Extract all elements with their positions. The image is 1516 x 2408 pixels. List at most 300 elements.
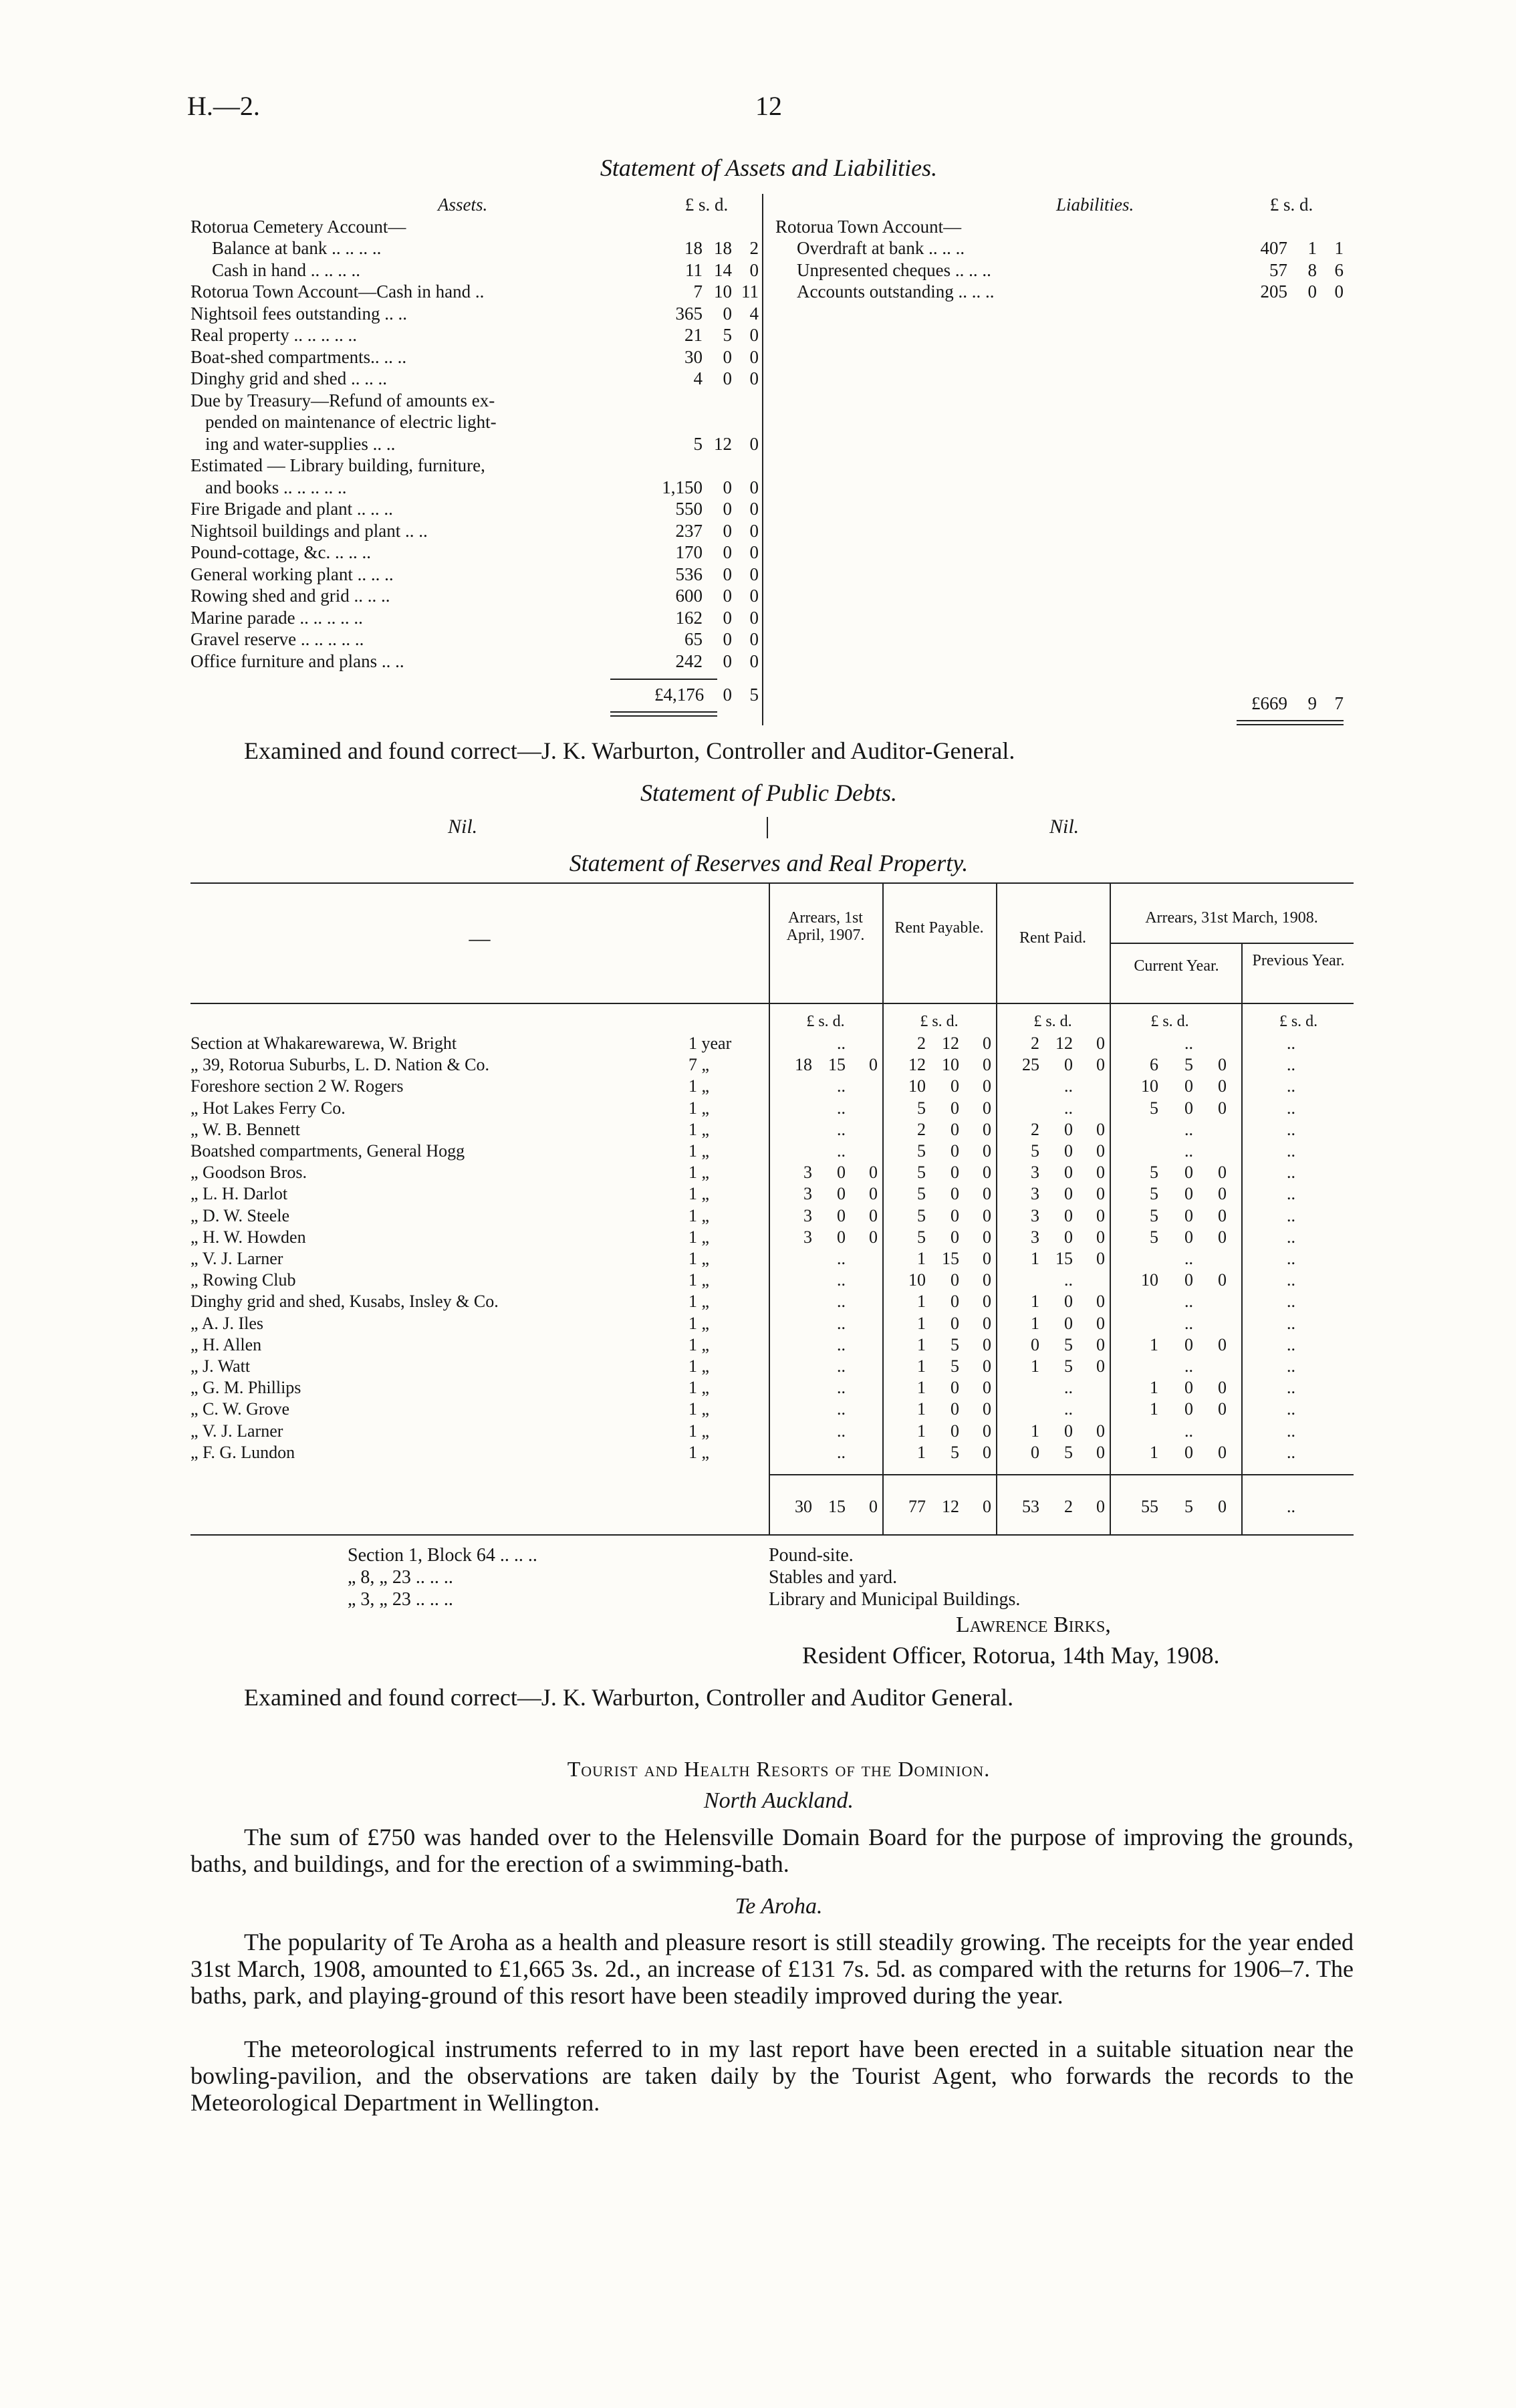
- reserve-row: [191, 1442, 1354, 1463]
- arrears-1907-cell-shillings: ..: [837, 1249, 846, 1268]
- rent-paid-cell-pence: [1073, 1399, 1105, 1420]
- rent-paid-cell-pounds: [999, 1270, 1039, 1291]
- reserve-row: [191, 1162, 1354, 1183]
- previous-year-header: Previous Year.: [1252, 952, 1345, 969]
- current-year-cell-shillings: ..: [1184, 1034, 1193, 1053]
- rent-paid-cell: [999, 1183, 1105, 1205]
- assets-pounds: 4: [693, 368, 703, 388]
- arrears-1907-total-pounds: 30: [795, 1497, 812, 1516]
- assets-total-double-rule-2: [610, 715, 717, 717]
- north-auckland-heading: North Auckland.: [703, 1788, 854, 1813]
- current-year-cell: [1113, 1098, 1227, 1119]
- assets-label: Rotorua Town Account—Cash in hand ..: [191, 281, 485, 302]
- assets-shillings: 0: [723, 520, 732, 541]
- current-year-cell-pounds: 1: [1150, 1442, 1158, 1462]
- rent-paid-cell-shillings: 0: [1064, 1421, 1073, 1441]
- rent-paid-cell-shillings: 0: [1064, 1141, 1073, 1161]
- arrears-1907-cell-shillings: ..: [837, 1399, 846, 1419]
- current-year-total-pounds: 55: [1141, 1497, 1158, 1516]
- reserve-row: [191, 1313, 1354, 1334]
- assets-pence: 0: [749, 433, 759, 454]
- assets-total-row: [191, 684, 759, 706]
- arrears-1907-cell-pounds: 3: [803, 1205, 812, 1225]
- lsd-header-current: £ s. d.: [1150, 1013, 1189, 1030]
- assets-label: and books .. .. .. .. ..: [205, 477, 347, 497]
- liabilities-total-pounds: £669: [1251, 693, 1287, 713]
- rent-payable-cell-pounds: 5: [917, 1205, 926, 1225]
- rent-payable-cell-shillings: 0: [951, 1119, 959, 1139]
- current-year-cell-shillings: 0: [1184, 1163, 1193, 1183]
- current-year-cell-pounds: 1: [1150, 1334, 1158, 1354]
- assets-pence: 0: [749, 520, 759, 541]
- reserve-row: [191, 1119, 1354, 1140]
- reserve-totals-row: [191, 1496, 1354, 1518]
- arrears-1907-cell-shillings: ..: [837, 1141, 846, 1161]
- rent-paid-total-shillings: 2: [1064, 1497, 1073, 1516]
- rent-payable-cell: [886, 1076, 991, 1097]
- reserve-term: 1 „: [688, 1205, 710, 1225]
- reserve-name: „ 39, Rotorua Suburbs, L. D. Nation & Co.: [191, 1055, 490, 1075]
- current-year-cell-shillings: 0: [1184, 1270, 1193, 1290]
- arrears-1907-cell-shillings: 0: [837, 1184, 846, 1204]
- reserve-term: 1 „: [688, 1141, 710, 1161]
- reserve-row: [191, 1377, 1354, 1399]
- te-aroha-paragraph-1: The popularity of Te Aroha as a health and pleasure resort is still steadily growing. The receipts for the year ended 31st March, 1908, amounted to £1,665 3s. 2d., an increase of £131 7s. 5d. as compared with the returns for 1906–7. The baths, park, and playing-ground of this resort have been steadily improved during the year.: [191, 1929, 1354, 2009]
- reserve-name: „ A. J. Iles: [191, 1313, 264, 1333]
- rent-paid-cell-pence: 0: [1096, 1034, 1105, 1053]
- liabilities-label: Rotorua Town Account—: [775, 216, 962, 237]
- rent-paid-cell-shillings: 0: [1064, 1184, 1073, 1204]
- assets-pounds: 21: [684, 325, 703, 345]
- current-year-cell-shillings: 0: [1184, 1399, 1193, 1419]
- assets-pounds: 30: [684, 346, 703, 367]
- assets-row: [191, 390, 759, 412]
- arrears-1907-cell-shillings: ..: [837, 1334, 846, 1354]
- rent-payable-cell-pounds: 1: [917, 1399, 926, 1419]
- reserve-row: [191, 1399, 1354, 1420]
- current-year-cell-pence: [1193, 1248, 1227, 1270]
- assets-shillings: 0: [723, 542, 732, 562]
- assets-row: [191, 455, 759, 477]
- rent-payable-cell-pence: 0: [983, 1098, 991, 1118]
- assets-label: Due by Treasury—Refund of amounts ex-: [191, 390, 495, 410]
- section-label: „ 3, „ 23 .. .. ..: [348, 1589, 453, 1610]
- previous-year-cell: ..: [1287, 1055, 1295, 1075]
- rent-paid-total-pence: 0: [1096, 1497, 1105, 1516]
- liabilities-row: [775, 216, 1344, 238]
- public-debts-title: Statement of Public Debts.: [640, 779, 897, 806]
- rent-payable-cell: [886, 1421, 991, 1442]
- arrears-1907-cell: [772, 1291, 878, 1312]
- rent-paid-cell-pounds: 1: [1031, 1356, 1039, 1376]
- rent-paid-cell-pence: 0: [1096, 1334, 1105, 1354]
- arrears-1907-cell: [772, 1140, 878, 1162]
- liabilities-currency-heading: £ s. d.: [1269, 195, 1313, 215]
- rent-paid-cell: [999, 1291, 1105, 1312]
- rent-payable-cell-pence: 0: [983, 1055, 991, 1075]
- reserve-name: „ V. J. Larner: [191, 1421, 283, 1441]
- liabilities-list: [775, 216, 1344, 303]
- rent-paid-cell-pounds: 2: [1031, 1119, 1039, 1139]
- liabilities-total-double-rule-1: [1237, 720, 1344, 721]
- current-year-cell: [1113, 1205, 1227, 1227]
- liabilities-total-row: [775, 693, 1344, 715]
- rent-payable-cell: [886, 1054, 991, 1076]
- arrears-1907-cell-shillings: ..: [837, 1076, 846, 1096]
- assets-row: [191, 237, 759, 259]
- rent-payable-cell: [886, 1248, 991, 1270]
- assets-label: ing and water-supplies .. ..: [205, 433, 396, 454]
- reserve-name: „ F. G. Lundon: [191, 1442, 295, 1462]
- current-year-cell: [1113, 1248, 1227, 1270]
- arrears-1907-cell: [772, 1377, 878, 1399]
- reserve-row: [191, 1205, 1354, 1227]
- previous-year-cell: ..: [1287, 1378, 1295, 1398]
- te-aroha-paragraph-2: The meteorological instruments referred to in my last report have been erected in a suitable situation near the bowling-pavilion, and the observations are taken daily by the Tourist Agent, who forwards the records to the Meteorological Department in Wellington.: [191, 2036, 1354, 2116]
- page-reference: H.—2.: [187, 91, 260, 121]
- assets-pounds: 536: [675, 564, 703, 584]
- assets-label: Rotorua Cemetery Account—: [191, 216, 406, 237]
- reserve-row: [191, 1270, 1354, 1291]
- rent-payable-cell-pence: 0: [983, 1249, 991, 1268]
- liabilities-label: Overdraft at bank .. .. ..: [797, 238, 965, 258]
- arrears-1907-cell: [772, 1442, 878, 1463]
- rent-paid-cell-pounds: 0: [1031, 1442, 1039, 1462]
- rent-paid-cell: [999, 1098, 1105, 1119]
- rent-payable-cell-shillings: 12: [942, 1034, 959, 1053]
- assets-pence: 0: [749, 542, 759, 562]
- arrears-1907-cell-pounds: [772, 1421, 812, 1442]
- assets-row: [191, 650, 759, 673]
- rent-paid-cell: [999, 1442, 1105, 1463]
- previous-year-cell: ..: [1287, 1356, 1295, 1376]
- assets-column: [191, 194, 759, 717]
- rent-payable-cell-shillings: 0: [951, 1163, 959, 1183]
- current-year-cell-shillings: ..: [1184, 1249, 1193, 1268]
- reserve-row: [191, 1140, 1354, 1162]
- assets-shillings: 0: [723, 477, 732, 497]
- current-year-cell-pounds: [1113, 1356, 1158, 1377]
- reserve-term: 7 „: [688, 1055, 710, 1075]
- rent-payable-cell: [886, 1377, 991, 1399]
- current-year-header: Current Year.: [1134, 957, 1219, 975]
- reserve-term: 1 „: [688, 1076, 710, 1096]
- rent-payable-cell-pounds: 1: [917, 1249, 926, 1268]
- current-year-total: [1113, 1496, 1227, 1518]
- rent-paid-cell-pence: 0: [1096, 1055, 1105, 1075]
- assets-label: Cash in hand .. .. .. ..: [212, 259, 360, 280]
- assets-pence: 0: [749, 650, 759, 671]
- rent-payable-cell-pence: 0: [983, 1141, 991, 1161]
- liabilities-row: [775, 281, 1344, 303]
- rent-paid-cell-pounds: 1: [1031, 1292, 1039, 1312]
- rent-payable-cell-pounds: 2: [917, 1119, 926, 1139]
- arrears-1907-cell-pounds: [772, 1356, 812, 1377]
- rent-paid-cell-pounds: 3: [1031, 1205, 1039, 1225]
- tourist-heading: Tourist and Health Resorts of the Dominion.: [567, 1757, 991, 1781]
- current-year-cell-pounds: [1113, 1291, 1158, 1312]
- rent-paid-cell-pence: [1073, 1098, 1105, 1119]
- reserve-name: „ H. Allen: [191, 1334, 262, 1354]
- arrears-1907-cell-pounds: [772, 1313, 812, 1334]
- reserve-name: „ D. W. Steele: [191, 1205, 290, 1225]
- assets-total-pence: 5: [749, 685, 759, 705]
- reserve-row: [191, 1356, 1354, 1377]
- rent-payable-cell-pounds: 2: [917, 1034, 926, 1053]
- rent-payable-header: Rent Payable.: [894, 919, 984, 937]
- rent-paid-cell-pounds: 0: [1031, 1334, 1039, 1354]
- assets-row: [191, 628, 759, 650]
- rent-paid-cell-pence: [1073, 1377, 1105, 1399]
- arrears-1907-header: Arrears, 1st April, 1907.: [786, 909, 865, 944]
- rent-payable-total-shillings: 12: [942, 1497, 959, 1516]
- assets-currency-heading: £ s. d.: [684, 195, 729, 215]
- current-year-cell-pounds: [1113, 1421, 1158, 1442]
- assets-shillings: 5: [723, 325, 732, 345]
- rent-payable-cell-pence: 0: [983, 1313, 991, 1333]
- previous-year-cell: ..: [1287, 1163, 1295, 1183]
- section-label: „ 8, „ 23 .. .. ..: [348, 1567, 453, 1588]
- arrears-1907-cell: [772, 1399, 878, 1420]
- rent-paid-cell-pence: 0: [1096, 1141, 1105, 1161]
- reserve-row: [191, 1054, 1354, 1076]
- assets-row: [191, 585, 759, 607]
- assets-row: [191, 433, 759, 455]
- assets-shillings: 14: [714, 259, 732, 280]
- arrears-1907-cell-shillings: ..: [837, 1119, 846, 1139]
- arrears-1907-cell: [772, 1356, 878, 1377]
- liabilities-total-shillings: 9: [1307, 693, 1317, 713]
- assets-shillings: 18: [714, 238, 732, 258]
- assets-pounds: 65: [684, 629, 703, 649]
- assets-label: Boat-shed compartments.. .. ..: [191, 346, 407, 367]
- current-year-cell-pounds: [1113, 1248, 1158, 1270]
- rent-paid-cell-shillings: ..: [1064, 1076, 1073, 1096]
- current-year-cell: [1113, 1270, 1227, 1291]
- rent-paid-cell-pounds: [999, 1377, 1039, 1399]
- current-year-cell-shillings: 5: [1184, 1055, 1193, 1075]
- rent-paid-cell-shillings: ..: [1064, 1270, 1073, 1290]
- arrears-1907-cell-shillings: ..: [837, 1313, 846, 1333]
- blank-header: —: [469, 926, 491, 950]
- arrears-1907-cell: [772, 1076, 878, 1097]
- current-year-cell-pence: [1193, 1291, 1227, 1312]
- rent-paid-cell: [999, 1119, 1105, 1140]
- liabilities-label: Unpresented cheques .. .. ..: [797, 259, 991, 280]
- rent-paid-cell: [999, 1421, 1105, 1442]
- previous-year-cell: ..: [1287, 1399, 1295, 1419]
- arrears-1907-cell-pounds: [772, 1140, 812, 1162]
- current-year-cell-shillings: 0: [1184, 1442, 1193, 1462]
- rent-paid-cell: [999, 1033, 1105, 1054]
- assets-pence: 2: [749, 238, 759, 258]
- assets-pounds: 7: [693, 281, 703, 302]
- rent-payable-cell-shillings: 5: [951, 1356, 959, 1376]
- reserve-row: [191, 1334, 1354, 1356]
- rent-paid-cell: [999, 1248, 1105, 1270]
- arrears-1907-cell: [772, 1227, 878, 1248]
- current-year-cell-pounds: 1: [1150, 1399, 1158, 1419]
- previous-year-total: ..: [1287, 1497, 1295, 1516]
- current-year-cell: [1113, 1227, 1227, 1248]
- rent-paid-cell: [999, 1270, 1105, 1291]
- rent-payable-cell-pence: 0: [983, 1184, 991, 1204]
- rent-payable-cell: [886, 1313, 991, 1334]
- assets-row: [191, 368, 759, 390]
- assets-label: General working plant .. .. ..: [191, 564, 394, 584]
- current-year-cell-pence: [1193, 1119, 1227, 1140]
- signature-title: Resident Officer, Rotorua, 14th May, 1908.: [802, 1642, 1220, 1669]
- current-year-cell: [1113, 1377, 1227, 1399]
- reserve-term: 1 „: [688, 1119, 710, 1139]
- signature-name: Lawrence Birks,: [956, 1612, 1111, 1637]
- previous-year-cell: ..: [1287, 1184, 1295, 1204]
- rent-paid-cell-pence: 0: [1096, 1421, 1105, 1441]
- assets-pounds: 162: [675, 607, 703, 628]
- previous-year-cell: ..: [1287, 1270, 1295, 1290]
- rent-paid-cell-pounds: [999, 1399, 1039, 1420]
- assets-pounds: 1,150: [662, 477, 703, 497]
- rent-paid-cell-pounds: 1: [1031, 1249, 1039, 1268]
- current-year-cell-shillings: ..: [1184, 1313, 1193, 1333]
- current-year-cell-pence: 0: [1218, 1205, 1227, 1225]
- section-use: Library and Municipal Buildings.: [769, 1589, 1021, 1610]
- arrears-1907-cell: [772, 1183, 878, 1205]
- arrears-1907-cell-pence: 0: [869, 1184, 878, 1204]
- assets-label: Nightsoil fees outstanding .. ..: [191, 303, 407, 324]
- reserve-term: 1 „: [688, 1399, 710, 1419]
- arrears-1907-cell-pence: [846, 1119, 878, 1140]
- rent-paid-total-pounds: 53: [1022, 1497, 1039, 1516]
- arrears-1907-cell-shillings: 0: [837, 1227, 846, 1247]
- page-number: 12: [755, 91, 782, 121]
- reserve-name: „ Hot Lakes Ferry Co.: [191, 1098, 346, 1118]
- assets-total-rule: [610, 679, 717, 680]
- rent-paid-cell-shillings: 0: [1064, 1205, 1073, 1225]
- assets-row: [191, 281, 759, 303]
- current-year-total-shillings: 5: [1184, 1497, 1193, 1516]
- reserve-term: 1 „: [688, 1163, 710, 1183]
- assets-shillings: 0: [723, 650, 732, 671]
- assets-label: Nightsoil buildings and plant .. ..: [191, 520, 428, 541]
- section-row: [348, 1588, 1020, 1610]
- assets-row: [191, 216, 759, 238]
- liabilities-header-row: [775, 194, 1344, 216]
- rent-paid-cell-shillings: 0: [1064, 1119, 1073, 1139]
- rent-paid-cell-pence: 0: [1096, 1313, 1105, 1333]
- assets-total-double-rule-1: [610, 711, 717, 713]
- rent-payable-cell-pounds: 1: [917, 1378, 926, 1398]
- previous-year-cell: ..: [1287, 1119, 1295, 1139]
- section-label: Section 1, Block 64 .. .. ..: [348, 1545, 537, 1566]
- rent-payable-cell-pence: 0: [983, 1163, 991, 1183]
- arrears-1907-cell-pounds: 3: [803, 1163, 812, 1183]
- section-row: [348, 1566, 1020, 1588]
- assets-label: Rowing shed and grid .. .. ..: [191, 586, 390, 606]
- assets-liabilities-divider: [762, 194, 763, 725]
- current-year-cell: [1113, 1399, 1227, 1420]
- rent-paid-cell-pounds: 3: [1031, 1163, 1039, 1183]
- rent-paid-cell-pounds: 3: [1031, 1184, 1039, 1204]
- arrears-1907-cell-pounds: [772, 1291, 812, 1312]
- lsd-header-arrears: £ s. d.: [806, 1013, 845, 1030]
- current-year-cell-pence: 0: [1218, 1076, 1227, 1096]
- liabilities-total-double-rule-2: [1237, 724, 1344, 725]
- current-year-cell-pence: 0: [1218, 1442, 1227, 1462]
- assets-pence: 0: [749, 259, 759, 280]
- assets-row: [191, 607, 759, 629]
- assets-pounds: 18: [684, 238, 703, 258]
- assets-row: [191, 541, 759, 564]
- arrears-1907-cell-shillings: ..: [837, 1442, 846, 1462]
- rent-paid-cell: [999, 1227, 1105, 1248]
- arrears-1907-cell-shillings: 0: [837, 1205, 846, 1225]
- rent-payable-cell: [886, 1227, 991, 1248]
- rent-paid-cell-pounds: 1: [1031, 1313, 1039, 1333]
- rent-paid-cell: [999, 1334, 1105, 1356]
- arrears-1907-cell-shillings: ..: [837, 1098, 846, 1118]
- public-debts-nil-left: Nil.: [448, 816, 478, 838]
- rent-payable-cell-pounds: 5: [917, 1098, 926, 1118]
- current-year-cell-pence: 0: [1218, 1055, 1227, 1075]
- arrears-1907-total-shillings: 15: [828, 1497, 846, 1516]
- assets-shillings: 0: [723, 346, 732, 367]
- rent-payable-cell: [886, 1356, 991, 1377]
- assets-shillings: 0: [723, 368, 732, 388]
- liabilities-shillings: 1: [1307, 238, 1317, 258]
- assets-label: pended on maintenance of electric light-: [205, 412, 497, 432]
- current-year-cell: [1113, 1421, 1227, 1442]
- rent-paid-cell-pence: 0: [1096, 1249, 1105, 1268]
- reserve-term: 1 „: [688, 1421, 710, 1441]
- current-year-cell-pounds: [1113, 1313, 1158, 1334]
- rent-paid-cell-shillings: ..: [1064, 1399, 1073, 1419]
- rent-payable-cell-shillings: 0: [951, 1270, 959, 1290]
- current-year-cell-pounds: [1113, 1033, 1158, 1054]
- liabilities-shillings: 0: [1307, 281, 1317, 302]
- assets-heading: Assets.: [438, 195, 488, 215]
- rent-payable-cell: [886, 1033, 991, 1054]
- reserve-row: [191, 1421, 1354, 1442]
- rent-payable-cell-shillings: 15: [942, 1249, 959, 1268]
- assets-label: Marine parade .. .. .. .. ..: [191, 607, 363, 628]
- current-year-cell: [1113, 1313, 1227, 1334]
- assets-row: [191, 259, 759, 281]
- arrears-1907-cell-pounds: 3: [803, 1227, 812, 1247]
- assets-pence: 4: [749, 303, 759, 324]
- rent-payable-cell: [886, 1140, 991, 1162]
- rent-paid-cell-shillings: ..: [1064, 1098, 1073, 1118]
- current-year-cell-pounds: 5: [1150, 1163, 1158, 1183]
- arrears-1907-cell: [772, 1421, 878, 1442]
- liabilities-total-pence: 7: [1334, 693, 1344, 713]
- assets-pounds: 237: [675, 520, 703, 541]
- current-year-cell-shillings: 0: [1184, 1098, 1193, 1118]
- arrears-1907-cell: [772, 1162, 878, 1183]
- reserves-title: Statement of Reserves and Real Property.: [569, 850, 969, 876]
- rent-paid-cell-pounds: 1: [1031, 1421, 1039, 1441]
- current-year-cell-pounds: [1113, 1140, 1158, 1162]
- rent-payable-cell: [886, 1334, 991, 1356]
- arrears-1907-cell-pence: [846, 1399, 878, 1420]
- rent-paid-cell: [999, 1399, 1105, 1420]
- rent-payable-cell: [886, 1399, 991, 1420]
- arrears-1907-cell-shillings: ..: [837, 1270, 846, 1290]
- previous-year-cell: ..: [1287, 1334, 1295, 1354]
- assets-pounds: 5: [693, 433, 703, 454]
- arrears-1908-header: Arrears, 31st March, 1908.: [1145, 909, 1318, 927]
- reserve-row: [191, 1183, 1354, 1205]
